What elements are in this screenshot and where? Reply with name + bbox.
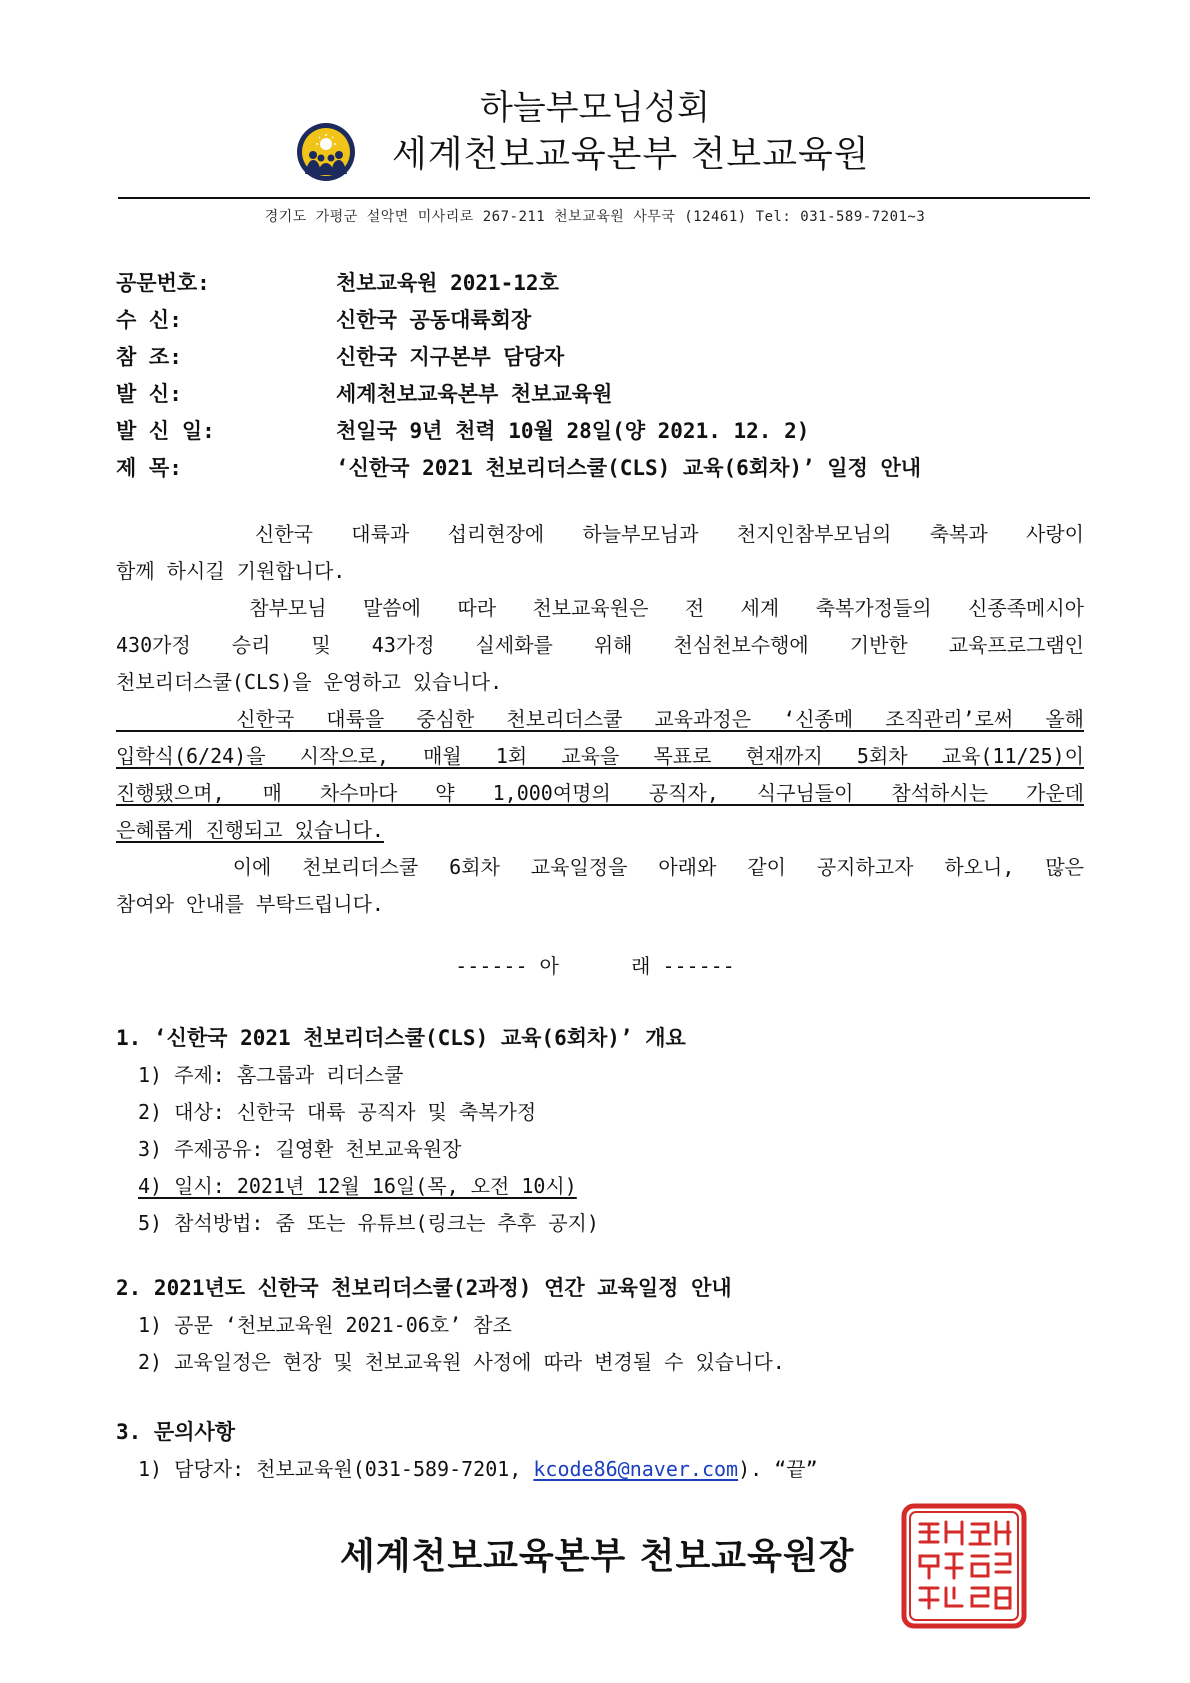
org-main-title: 세계천보교육본부 천보교육원: [392, 134, 870, 175]
section-title: 2. 2021년도 신한국 천보리더스쿨(2과정) 연간 교육일정 안내: [116, 1276, 732, 1300]
paragraph-line: 430가정 승리 및 43가정 실세화를 위해 천심천보수행에 기반한 교육프로그램인: [116, 633, 1084, 657]
meta-value: 신한국 지구본부 담당자: [336, 345, 565, 369]
section-schedule: [116, 1270, 785, 1381]
paragraph-line: 참부모님 말씀에 따라 천보교육원은 전 세계 축복가정들의 신종족메시아: [116, 596, 1084, 620]
meta-key: 수 신:: [116, 308, 182, 332]
meta-key: 발 신 일:: [116, 419, 215, 443]
underlined-text: 은혜롭게 진행되고 있습니다.: [116, 818, 384, 842]
paragraph-line: 함께 하시길 기원합니다.: [116, 559, 346, 583]
paragraph-line: 참여와 안내를 부탁드립니다.: [116, 892, 384, 916]
separator: ------ 아 래 ------: [455, 954, 735, 978]
org-top-title: 하늘부모님성회: [480, 88, 710, 128]
paragraph-line-underlined: [116, 812, 1084, 849]
paragraph-line: 천보리더스쿨(CLS)을 운영하고 있습니다.: [116, 670, 503, 694]
section-item-date: [116, 1168, 686, 1205]
meta-key: 참 조:: [116, 345, 182, 369]
contact-suffix: ). “끝”: [738, 1457, 818, 1481]
meta-key: 발 신:: [116, 382, 182, 406]
paragraph-line-underlined: 진행됐으며, 매 차수마다 약 1,000여명의 공직자, 식구님들이 참석하시는 가운데: [116, 781, 1084, 805]
meta-row-doc-number: [116, 265, 921, 302]
official-seal-stamp: [900, 1502, 1028, 1630]
meta-key: 공문번호:: [116, 271, 210, 295]
meta-value: 천보교육원 2021-12호: [336, 271, 559, 295]
section-item: 3) 주제공유: 길영환 천보교육원장: [138, 1137, 462, 1161]
body-text: [116, 516, 1084, 923]
section-inquiry: [116, 1414, 818, 1488]
section-overview: [116, 1020, 686, 1242]
contact-line: [116, 1451, 818, 1488]
meta-value: 천일국 9년 천력 10월 28일(양 2021. 12. 2): [336, 419, 810, 443]
section-item: 2) 교육일정은 현장 및 천보교육원 사정에 따라 변경될 수 있습니다.: [138, 1350, 785, 1374]
paragraph-line: 신한국 대륙과 섭리현장에 하늘부모님과 천지인참부모님의 축복과 사랑이: [116, 522, 1084, 546]
meta-value: ‘신한국 2021 천보리더스쿨(CLS) 교육(6회차)’ 일정 안내: [336, 456, 922, 480]
meta-row-reference: [116, 339, 921, 376]
meta-row-date: [116, 413, 921, 450]
org-address: 경기도 가평군 설악면 미사리로 267-211 천보교육원 사무국 (12461) Tel: 031-589-7201~3: [264, 209, 926, 225]
email-link[interactable]: kcode86@naver.com: [533, 1457, 739, 1481]
paragraph-line: 이에 천보리더스쿨 6회차 교육일정을 아래와 같이 공지하고자 하오니, 많은: [116, 855, 1084, 879]
section-title: 1. ‘신한국 2021 천보리더스쿨(CLS) 교육(6회차)’ 개요: [116, 1026, 686, 1050]
meta-value: 신한국 공동대륙회장: [336, 308, 532, 332]
underlined-text: 4) 일시: 2021년 12월 16일(목, 오전 10시): [138, 1174, 577, 1198]
section-item: 1) 주제: 홈그룹과 리더스쿨: [138, 1063, 404, 1087]
contact-prefix: 1) 담당자: 천보교육원(031-589-7201,: [138, 1457, 534, 1481]
section-item: 5) 참석방법: 줌 또는 유튜브(링크는 추후 공지): [138, 1211, 599, 1235]
meta-key: 제 목:: [116, 456, 182, 480]
meta-value: 세계천보교육본부 천보교육원: [336, 382, 613, 406]
document-meta: [116, 265, 921, 487]
section-item: 2) 대상: 신한국 대륙 공직자 및 축복가정: [138, 1100, 537, 1124]
meta-row-subject: [116, 450, 921, 487]
meta-row-sender: [116, 376, 921, 413]
signature: 세계천보교육본부 천보교육원장: [340, 1535, 855, 1577]
section-item: 1) 공문 ‘천보교육원 2021-06호’ 참조: [138, 1313, 512, 1337]
paragraph-line-underlined: 입학식(6/24)을 시작으로, 매월 1회 교육을 목표로 현재까지 5회차 교육(11/25)이: [116, 744, 1084, 768]
header-divider: [118, 197, 1090, 199]
paragraph-line-underlined: 신한국 대륙을 중심한 천보리더스쿨 교육과정은 ‘신종메 조직관리’로써 올해: [116, 707, 1084, 731]
section-title: 3. 문의사항: [116, 1420, 236, 1444]
organization-logo: [296, 122, 356, 182]
meta-row-recipient: [116, 302, 921, 339]
